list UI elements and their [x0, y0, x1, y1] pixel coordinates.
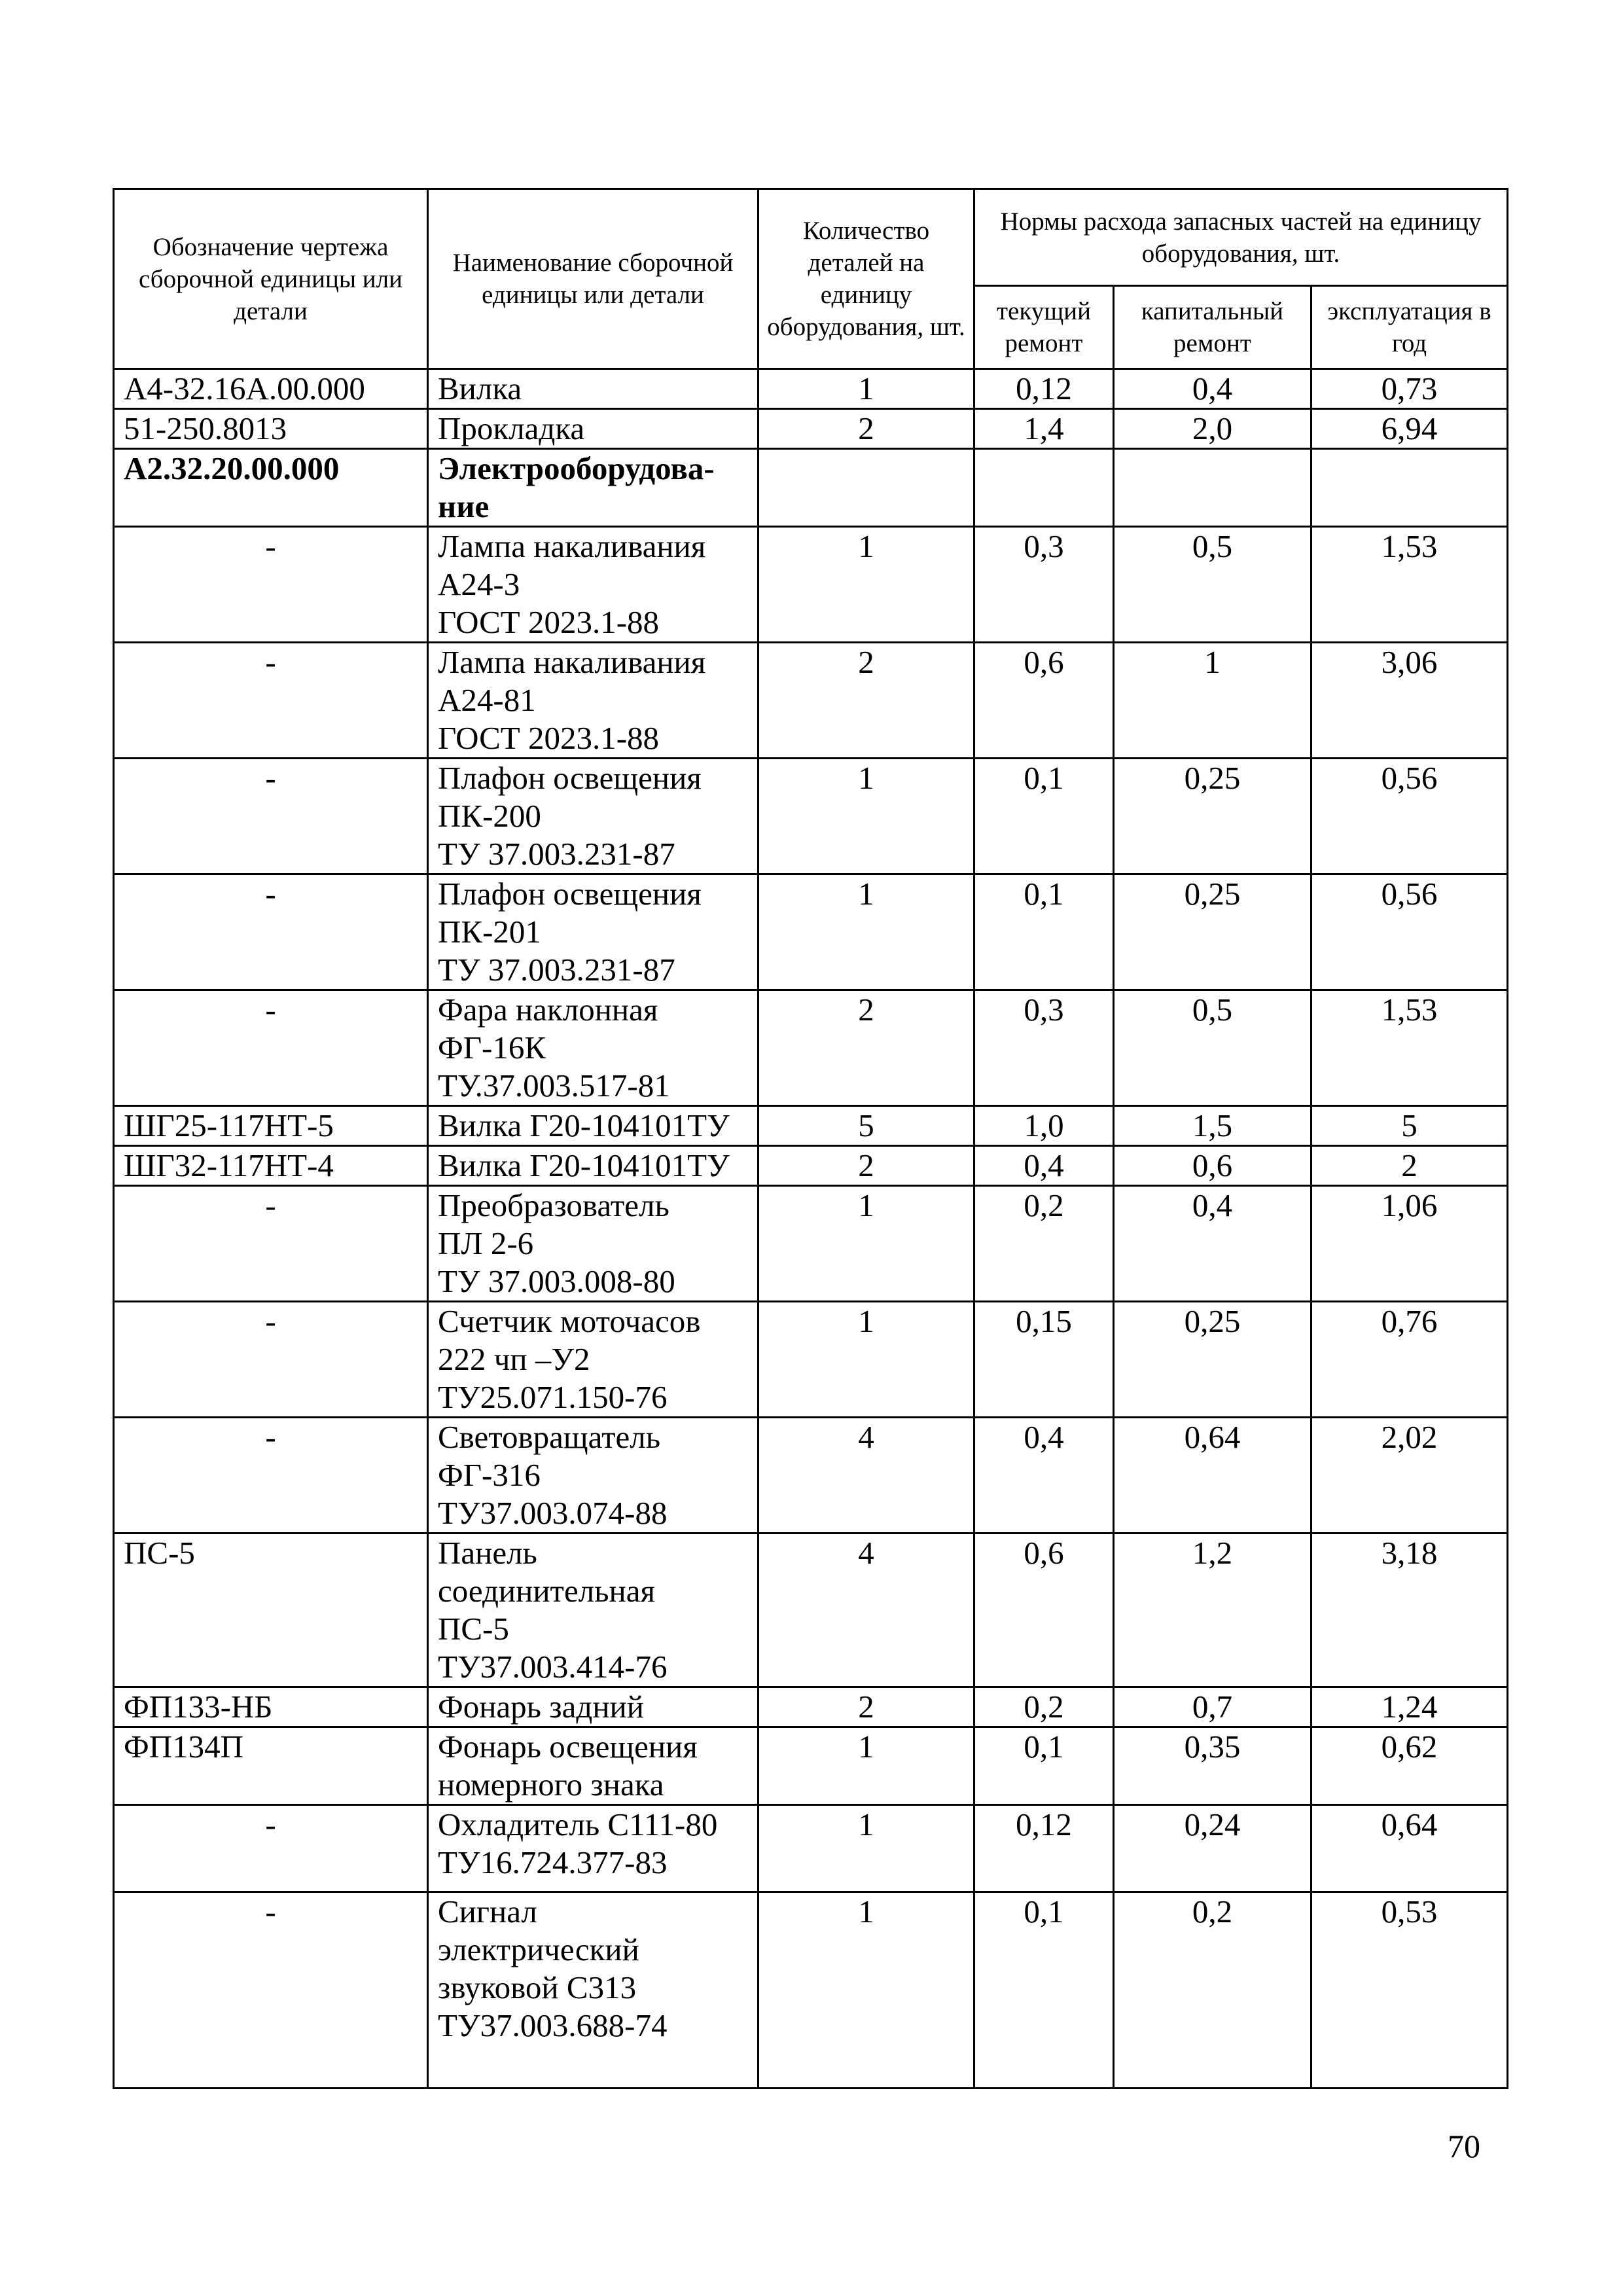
cell-item-name: Фара наклонная ФГ-16К ТУ.37.003.517-81 — [428, 990, 758, 1106]
cell-operation-per-year: 3,18 — [1311, 1534, 1508, 1687]
cell-capital-repair: 0,24 — [1114, 1805, 1311, 1892]
header-operation-per-year: эксплуатация в год — [1311, 286, 1508, 369]
cell-current-repair: 0,6 — [974, 1534, 1114, 1687]
table-header — [114, 189, 1508, 369]
cell-drawing-code: ПС-5 — [114, 1534, 428, 1687]
cell-capital-repair: 0,2 — [1114, 1892, 1311, 2089]
cell-quantity: 1 — [758, 369, 974, 409]
cell-item-name: Световращатель ФГ-316 ТУ37.003.074-88 — [428, 1418, 758, 1534]
cell-drawing-code: - — [114, 759, 428, 874]
cell-item-name: Лампа накаливания А24-3 ГОСТ 2023.1-88 — [428, 527, 758, 643]
cell-current-repair: 0,4 — [974, 1146, 1114, 1186]
cell-current-repair: 0,3 — [974, 527, 1114, 643]
cell-operation-per-year: 1,53 — [1311, 527, 1508, 643]
cell-drawing-code: - — [114, 1805, 428, 1892]
table-row — [114, 643, 1508, 759]
table-row — [114, 874, 1508, 990]
cell-quantity: 1 — [758, 759, 974, 874]
cell-quantity: 4 — [758, 1418, 974, 1534]
table-row — [114, 409, 1508, 449]
cell-operation-per-year: 1,53 — [1311, 990, 1508, 1106]
cell-drawing-code: ФП133-НБ — [114, 1687, 428, 1727]
cell-current-repair: 0,1 — [974, 759, 1114, 874]
cell-operation-per-year: 0,53 — [1311, 1892, 1508, 2089]
cell-drawing-code: - — [114, 874, 428, 990]
cell-quantity: 1 — [758, 1186, 974, 1302]
cell-operation-per-year: 6,94 — [1311, 409, 1508, 449]
cell-quantity: 5 — [758, 1106, 974, 1146]
cell-quantity: 2 — [758, 643, 974, 759]
cell-current-repair: 0,1 — [974, 1727, 1114, 1805]
cell-drawing-code: - — [114, 527, 428, 643]
cell-current-repair: 0,1 — [974, 1892, 1114, 2089]
cell-quantity: 1 — [758, 1302, 974, 1418]
cell-drawing-code: ШГ32-117НТ-4 — [114, 1146, 428, 1186]
cell-quantity: 2 — [758, 1146, 974, 1186]
cell-operation-per-year: 1,06 — [1311, 1186, 1508, 1302]
cell-capital-repair: 0,25 — [1114, 1302, 1311, 1418]
cell-capital-repair: 0,25 — [1114, 874, 1311, 990]
table-body — [114, 369, 1508, 2089]
cell-current-repair: 1,0 — [974, 1106, 1114, 1146]
table-row — [114, 1418, 1508, 1534]
cell-current-repair: 0,2 — [974, 1186, 1114, 1302]
cell-current-repair: 1,4 — [974, 409, 1114, 449]
table-row — [114, 1302, 1508, 1418]
cell-quantity: 1 — [758, 527, 974, 643]
cell-item-name: Прокладка — [428, 409, 758, 449]
table-row — [114, 1805, 1508, 1892]
cell-operation-per-year: 0,76 — [1311, 1302, 1508, 1418]
table-row — [114, 527, 1508, 643]
table-row — [114, 759, 1508, 874]
cell-current-repair — [974, 449, 1114, 527]
cell-drawing-code: ШГ25-117НТ-5 — [114, 1106, 428, 1146]
cell-item-name: Счетчик моточасов 222 чп –У2 ТУ25.071.150-76 — [428, 1302, 758, 1418]
table-row — [114, 1106, 1508, 1146]
cell-quantity: 4 — [758, 1534, 974, 1687]
cell-drawing-code: А4-32.16А.00.000 — [114, 369, 428, 409]
cell-drawing-code: 51-250.8013 — [114, 409, 428, 449]
cell-item-name: Панель соединительная ПС-5 ТУ37.003.414-76 — [428, 1534, 758, 1687]
cell-operation-per-year — [1311, 449, 1508, 527]
cell-current-repair: 0,12 — [974, 1805, 1114, 1892]
table-row — [114, 369, 1508, 409]
cell-quantity: 2 — [758, 1687, 974, 1727]
cell-drawing-code: А2.32.20.00.000 — [114, 449, 428, 527]
cell-operation-per-year: 3,06 — [1311, 643, 1508, 759]
cell-item-name: Плафон освещения ПК-201 ТУ 37.003.231-87 — [428, 874, 758, 990]
cell-current-repair: 0,6 — [974, 643, 1114, 759]
cell-item-name: Вилка — [428, 369, 758, 409]
cell-current-repair: 0,3 — [974, 990, 1114, 1106]
table-row — [114, 1146, 1508, 1186]
cell-item-name: Плафон освещения ПК-200 ТУ 37.003.231-87 — [428, 759, 758, 874]
header-quantity: Количество деталей на единицу оборудования, шт. — [758, 189, 974, 369]
header-consumption-norms: Нормы расхода запасных частей на единицу оборудования, шт. — [974, 189, 1508, 286]
cell-operation-per-year: 5 — [1311, 1106, 1508, 1146]
page-number: 70 — [1448, 2128, 1480, 2164]
table-row — [114, 449, 1508, 527]
cell-capital-repair: 0,5 — [1114, 527, 1311, 643]
cell-quantity: 2 — [758, 409, 974, 449]
cell-quantity: 1 — [758, 1805, 974, 1892]
cell-operation-per-year: 0,73 — [1311, 369, 1508, 409]
cell-item-name: Охладитель С111-80 ТУ16.724.377-83 — [428, 1805, 758, 1892]
cell-item-name: Фонарь освещения номерного знака — [428, 1727, 758, 1805]
cell-item-name: Фонарь задний — [428, 1687, 758, 1727]
cell-item-name: Электрооборудова- ние — [428, 449, 758, 527]
cell-quantity: 1 — [758, 1727, 974, 1805]
cell-current-repair: 0,1 — [974, 874, 1114, 990]
table-row — [114, 990, 1508, 1106]
cell-current-repair: 0,2 — [974, 1687, 1114, 1727]
cell-quantity: 1 — [758, 1892, 974, 2089]
cell-item-name: Сигнал электрический звуковой С313 ТУ37.003.688-74 — [428, 1892, 758, 2089]
cell-operation-per-year: 0,62 — [1311, 1727, 1508, 1805]
cell-capital-repair: 1,2 — [1114, 1534, 1311, 1687]
table-row — [114, 1186, 1508, 1302]
table-row — [114, 1534, 1508, 1687]
table-row — [114, 1892, 1508, 2089]
cell-quantity: 1 — [758, 874, 974, 990]
cell-capital-repair: 0,5 — [1114, 990, 1311, 1106]
cell-capital-repair: 0,35 — [1114, 1727, 1311, 1805]
cell-capital-repair: 2,0 — [1114, 409, 1311, 449]
cell-capital-repair: 0,25 — [1114, 759, 1311, 874]
cell-item-name: Лампа накаливания А24-81 ГОСТ 2023.1-88 — [428, 643, 758, 759]
cell-quantity — [758, 449, 974, 527]
cell-operation-per-year: 0,56 — [1311, 874, 1508, 990]
cell-operation-per-year: 0,56 — [1311, 759, 1508, 874]
cell-item-name: Вилка Г20-104101ТУ — [428, 1146, 758, 1186]
cell-drawing-code: ФП134П — [114, 1727, 428, 1805]
cell-capital-repair — [1114, 449, 1311, 527]
cell-capital-repair: 0,64 — [1114, 1418, 1311, 1534]
cell-operation-per-year: 2,02 — [1311, 1418, 1508, 1534]
spare-parts-table — [113, 188, 1508, 2089]
cell-item-name: Преобразователь ПЛ 2-6 ТУ 37.003.008-80 — [428, 1186, 758, 1302]
cell-drawing-code: - — [114, 1418, 428, 1534]
header-item-name: Наименование сборочной единицы или детали — [428, 189, 758, 369]
cell-drawing-code: - — [114, 1302, 428, 1418]
cell-quantity: 2 — [758, 990, 974, 1106]
cell-capital-repair: 0,7 — [1114, 1687, 1311, 1727]
header-capital-repair: капитальный ремонт — [1114, 286, 1311, 369]
header-drawing-designation: Обозначение чертежа сборочной единицы или детали — [114, 189, 428, 369]
cell-drawing-code: - — [114, 643, 428, 759]
cell-operation-per-year: 0,64 — [1311, 1805, 1508, 1892]
cell-capital-repair: 1 — [1114, 643, 1311, 759]
header-current-repair: текущий ремонт — [974, 286, 1114, 369]
cell-drawing-code: - — [114, 1186, 428, 1302]
cell-drawing-code: - — [114, 1892, 428, 2089]
cell-operation-per-year: 2 — [1311, 1146, 1508, 1186]
cell-operation-per-year: 1,24 — [1311, 1687, 1508, 1727]
cell-capital-repair: 0,4 — [1114, 1186, 1311, 1302]
cell-drawing-code: - — [114, 990, 428, 1106]
cell-current-repair: 0,15 — [974, 1302, 1114, 1418]
table-row — [114, 1727, 1508, 1805]
cell-item-name: Вилка Г20-104101ТУ — [428, 1106, 758, 1146]
table-row — [114, 1687, 1508, 1727]
cell-current-repair: 0,12 — [974, 369, 1114, 409]
cell-capital-repair: 1,5 — [1114, 1106, 1311, 1146]
cell-current-repair: 0,4 — [974, 1418, 1114, 1534]
cell-capital-repair: 0,6 — [1114, 1146, 1311, 1186]
cell-capital-repair: 0,4 — [1114, 369, 1311, 409]
